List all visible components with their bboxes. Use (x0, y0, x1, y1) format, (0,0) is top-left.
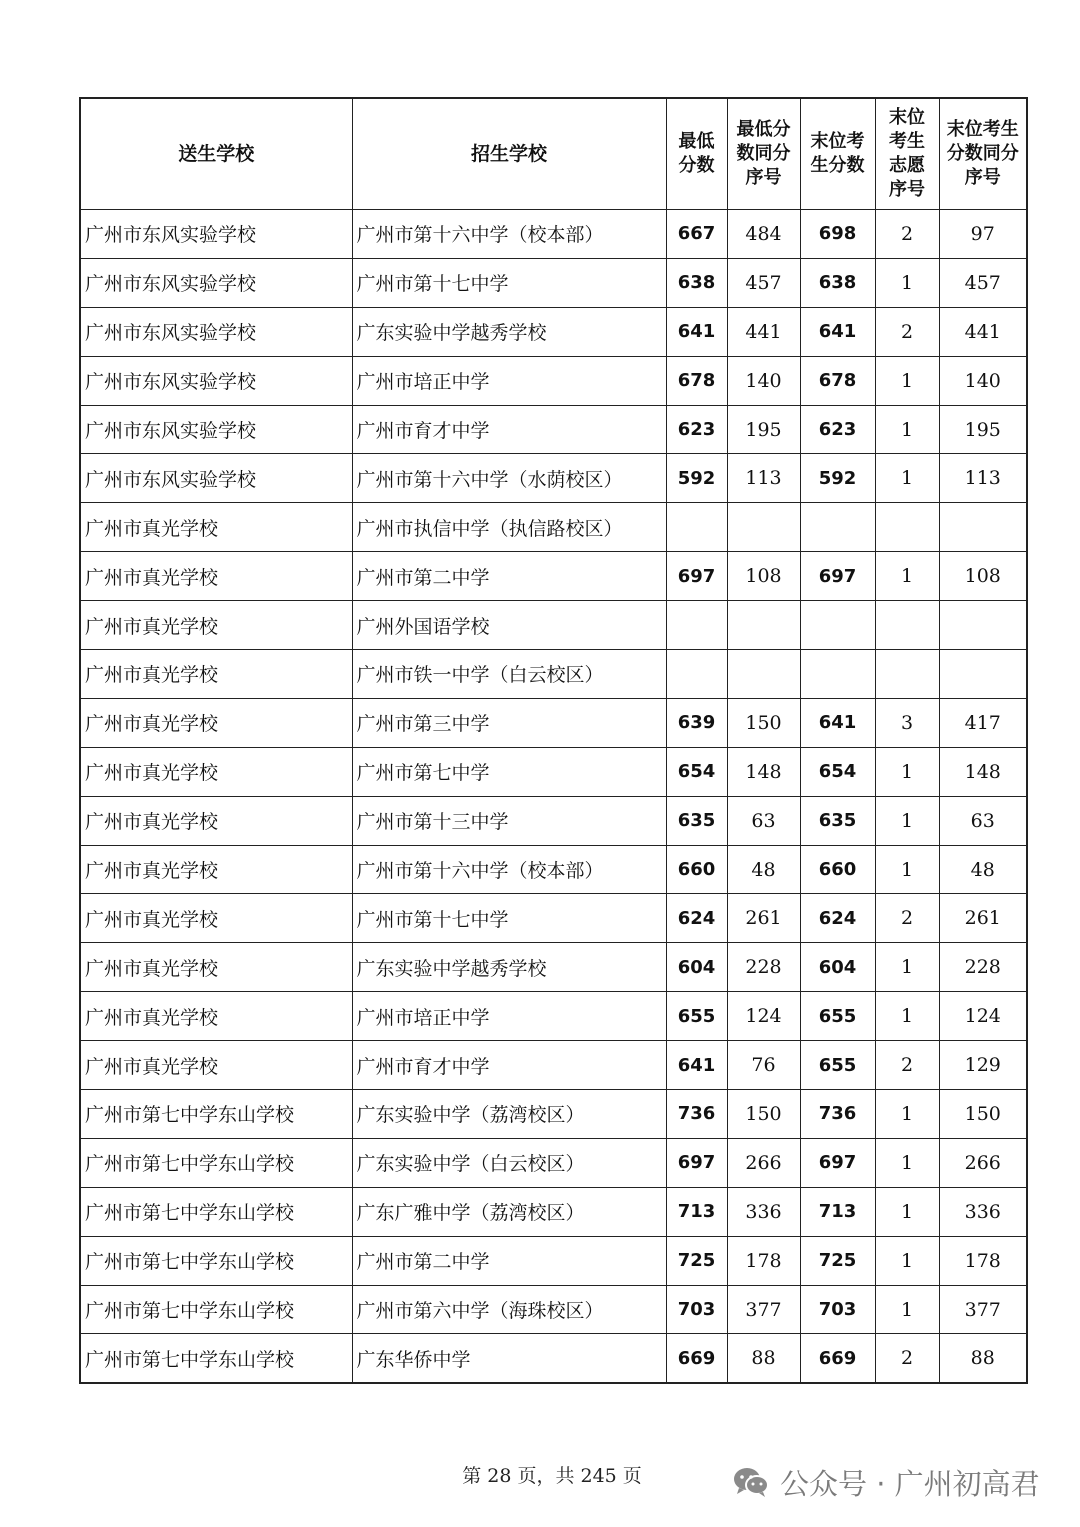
table-row (80, 796, 1027, 845)
cell-last-choice-order: 1 (875, 992, 939, 1041)
cell-sending-school: 广州市真光学校 (80, 503, 352, 552)
cell-last-score-rank: 48 (939, 845, 1027, 894)
cell-min-score: 725 (666, 1236, 727, 1285)
cell-sending-school: 广州市真光学校 (80, 943, 352, 992)
page-number: 第 28 页，共 245 页 (462, 1465, 642, 1487)
table-row (80, 1041, 1027, 1090)
table-row (80, 454, 1027, 503)
table-row (80, 992, 1027, 1041)
cell-last-score (800, 650, 875, 699)
cell-min-score-rank: 113 (727, 454, 800, 503)
table-row (80, 1090, 1027, 1139)
table-row (80, 1187, 1027, 1236)
cell-last-score-rank: 124 (939, 992, 1027, 1041)
cell-min-score: 667 (666, 210, 727, 259)
cell-last-choice-order: 2 (875, 1334, 939, 1383)
table-row (80, 845, 1027, 894)
cell-sending-school: 广州市东风实验学校 (80, 356, 352, 405)
cell-last-score-rank: 88 (939, 1334, 1027, 1383)
cell-sending-school: 广州市东风实验学校 (80, 258, 352, 307)
cell-last-score: 592 (800, 454, 875, 503)
cell-admitting-school: 广州市第三中学 (352, 698, 666, 747)
table-row (80, 552, 1027, 601)
cell-min-score: 655 (666, 992, 727, 1041)
cell-min-score-rank: 148 (727, 747, 800, 796)
cell-admitting-school: 广东华侨中学 (352, 1334, 666, 1383)
cell-sending-school: 广州市真光学校 (80, 845, 352, 894)
table-header-row (80, 98, 1027, 210)
header-line: 最低 (678, 131, 715, 152)
header-line: 分数同分 (946, 143, 1019, 164)
header-line: 序号 (889, 179, 925, 200)
cell-sending-school: 广州市东风实验学校 (80, 210, 352, 259)
cell-min-score-rank: 178 (727, 1236, 800, 1285)
cell-last-score: 697 (800, 552, 875, 601)
header-last-choice-order (875, 98, 939, 210)
watermark (732, 1456, 1040, 1508)
cell-sending-school: 广州市东风实验学校 (80, 454, 352, 503)
cell-min-score-rank: 150 (727, 698, 800, 747)
cell-min-score (666, 601, 727, 650)
header-min-score-rank (727, 98, 800, 210)
cell-min-score-rank: 266 (727, 1138, 800, 1187)
cell-admitting-school: 广州市培正中学 (352, 992, 666, 1041)
cell-sending-school: 广州市第七中学东山学校 (80, 1236, 352, 1285)
header-line: 数同分 (736, 143, 791, 164)
table-row (80, 258, 1027, 307)
cell-last-choice-order: 2 (875, 894, 939, 943)
cell-last-choice-order (875, 503, 939, 552)
cell-min-score-rank: 140 (727, 356, 800, 405)
cell-sending-school: 广州市真光学校 (80, 894, 352, 943)
cell-last-score-rank (939, 503, 1027, 552)
cell-min-score: 641 (666, 1041, 727, 1090)
cell-min-score: 638 (666, 258, 727, 307)
cell-last-choice-order: 1 (875, 258, 939, 307)
cell-sending-school: 广州市真光学校 (80, 698, 352, 747)
cell-last-score (800, 601, 875, 650)
table-row (80, 503, 1027, 552)
table-row (80, 1236, 1027, 1285)
cell-admitting-school: 广东实验中学（荔湾校区） (352, 1090, 666, 1139)
cell-sending-school: 广州市第七中学东山学校 (80, 1090, 352, 1139)
cell-last-choice-order: 1 (875, 356, 939, 405)
cell-last-score-rank: 63 (939, 796, 1027, 845)
header-admitting-school: 招生学校 (352, 98, 666, 210)
cell-last-score: 604 (800, 943, 875, 992)
cell-sending-school: 广州市真光学校 (80, 796, 352, 845)
cell-admitting-school: 广州市第十七中学 (352, 258, 666, 307)
cell-min-score: 604 (666, 943, 727, 992)
wechat-icon (732, 1465, 770, 1499)
cell-sending-school: 广州市第七中学东山学校 (80, 1334, 352, 1383)
cell-sending-school: 广州市第七中学东山学校 (80, 1285, 352, 1334)
cell-last-score-rank: 457 (939, 258, 1027, 307)
header-line: 末位 (889, 107, 925, 128)
cell-last-score: 635 (800, 796, 875, 845)
header-sending-school: 送生学校 (80, 98, 352, 210)
cell-last-choice-order: 1 (875, 1285, 939, 1334)
cell-sending-school: 广州市第七中学东山学校 (80, 1187, 352, 1236)
cell-last-score-rank (939, 650, 1027, 699)
cell-last-score-rank (939, 601, 1027, 650)
cell-last-choice-order: 1 (875, 552, 939, 601)
header-line: 考生 (889, 131, 925, 152)
cell-sending-school: 广州市真光学校 (80, 650, 352, 699)
header-line: 分数 (678, 155, 715, 176)
table-row (80, 601, 1027, 650)
admission-score-table (79, 97, 1028, 1384)
cell-last-score: 736 (800, 1090, 875, 1139)
cell-admitting-school: 广东广雅中学（荔湾校区） (352, 1187, 666, 1236)
table-body (80, 210, 1027, 1384)
header-line: 末位考生 (946, 119, 1019, 140)
header-line: 最低分 (736, 119, 791, 140)
cell-last-score: 638 (800, 258, 875, 307)
cell-last-choice-order (875, 650, 939, 699)
cell-admitting-school: 广东实验中学越秀学校 (352, 307, 666, 356)
cell-last-score: 654 (800, 747, 875, 796)
cell-last-score: 655 (800, 992, 875, 1041)
cell-last-score-rank: 228 (939, 943, 1027, 992)
cell-last-score: 641 (800, 307, 875, 356)
header-line: 生分数 (810, 155, 865, 176)
cell-min-score-rank: 441 (727, 307, 800, 356)
cell-admitting-school: 广州市第二中学 (352, 552, 666, 601)
cell-min-score-rank: 108 (727, 552, 800, 601)
header-line: 序号 (745, 167, 782, 188)
cell-min-score: 669 (666, 1334, 727, 1383)
cell-last-score: 660 (800, 845, 875, 894)
cell-sending-school: 广州市真光学校 (80, 552, 352, 601)
cell-min-score: 635 (666, 796, 727, 845)
cell-admitting-school: 广州市育才中学 (352, 1041, 666, 1090)
cell-min-score: 660 (666, 845, 727, 894)
cell-admitting-school: 广州市第十七中学 (352, 894, 666, 943)
cell-admitting-school: 广州市第六中学（海珠校区） (352, 1285, 666, 1334)
cell-min-score-rank (727, 601, 800, 650)
cell-min-score-rank: 88 (727, 1334, 800, 1383)
cell-last-score-rank: 417 (939, 698, 1027, 747)
cell-last-choice-order: 3 (875, 698, 939, 747)
cell-admitting-school: 广州市第十六中学（水荫校区） (352, 454, 666, 503)
cell-min-score: 639 (666, 698, 727, 747)
cell-last-choice-order: 2 (875, 307, 939, 356)
cell-min-score: 624 (666, 894, 727, 943)
cell-last-score: 725 (800, 1236, 875, 1285)
cell-sending-school: 广州市真光学校 (80, 992, 352, 1041)
cell-min-score-rank: 63 (727, 796, 800, 845)
cell-sending-school: 广州市真光学校 (80, 1041, 352, 1090)
table-row (80, 1334, 1027, 1383)
cell-min-score: 697 (666, 1138, 727, 1187)
cell-last-choice-order: 1 (875, 1090, 939, 1139)
cell-last-choice-order: 1 (875, 454, 939, 503)
cell-last-score: 703 (800, 1285, 875, 1334)
cell-last-choice-order: 1 (875, 747, 939, 796)
cell-last-score-rank: 377 (939, 1285, 1027, 1334)
header-line: 志愿 (889, 155, 925, 176)
cell-last-score-rank: 336 (939, 1187, 1027, 1236)
cell-min-score: 623 (666, 405, 727, 454)
cell-admitting-school: 广州市第十三中学 (352, 796, 666, 845)
cell-min-score: 592 (666, 454, 727, 503)
cell-last-score: 678 (800, 356, 875, 405)
cell-last-score-rank: 108 (939, 552, 1027, 601)
cell-sending-school: 广州市真光学校 (80, 601, 352, 650)
cell-last-choice-order: 1 (875, 943, 939, 992)
cell-min-score-rank: 261 (727, 894, 800, 943)
cell-last-score: 669 (800, 1334, 875, 1383)
cell-last-score-rank: 113 (939, 454, 1027, 503)
table-row (80, 650, 1027, 699)
cell-min-score-rank: 377 (727, 1285, 800, 1334)
cell-min-score-rank: 124 (727, 992, 800, 1041)
cell-min-score: 736 (666, 1090, 727, 1139)
cell-sending-school: 广州市东风实验学校 (80, 405, 352, 454)
cell-sending-school: 广州市东风实验学校 (80, 307, 352, 356)
cell-last-score: 623 (800, 405, 875, 454)
cell-min-score: 703 (666, 1285, 727, 1334)
cell-last-score: 698 (800, 210, 875, 259)
table-row (80, 894, 1027, 943)
cell-last-score: 713 (800, 1187, 875, 1236)
watermark-text: 公众号 · 广州初高君 (780, 1466, 1040, 1501)
cell-last-choice-order: 1 (875, 796, 939, 845)
cell-min-score: 654 (666, 747, 727, 796)
cell-admitting-school: 广州市培正中学 (352, 356, 666, 405)
cell-last-score-rank: 148 (939, 747, 1027, 796)
cell-admitting-school: 广州市铁一中学（白云校区） (352, 650, 666, 699)
cell-min-score-rank: 195 (727, 405, 800, 454)
header-line: 序号 (964, 167, 1001, 188)
table-row (80, 307, 1027, 356)
cell-last-score: 655 (800, 1041, 875, 1090)
table-row (80, 356, 1027, 405)
cell-last-score (800, 503, 875, 552)
cell-last-score-rank: 266 (939, 1138, 1027, 1187)
cell-min-score-rank: 48 (727, 845, 800, 894)
cell-admitting-school: 广州外国语学校 (352, 601, 666, 650)
cell-last-choice-order: 1 (875, 845, 939, 894)
cell-last-choice-order: 1 (875, 1187, 939, 1236)
table-row (80, 1285, 1027, 1334)
cell-last-choice-order: 1 (875, 405, 939, 454)
cell-admitting-school: 广州市执信中学（执信路校区） (352, 503, 666, 552)
cell-admitting-school: 广州市第二中学 (352, 1236, 666, 1285)
cell-last-choice-order: 2 (875, 210, 939, 259)
cell-last-score-rank: 97 (939, 210, 1027, 259)
cell-min-score-rank: 228 (727, 943, 800, 992)
table-row (80, 405, 1027, 454)
cell-admitting-school: 广州市育才中学 (352, 405, 666, 454)
cell-admitting-school: 广州市第十六中学（校本部） (352, 845, 666, 894)
cell-last-score-rank: 195 (939, 405, 1027, 454)
header-last-score-rank (939, 98, 1027, 210)
cell-min-score-rank: 484 (727, 210, 800, 259)
table-row (80, 747, 1027, 796)
cell-admitting-school: 广东实验中学越秀学校 (352, 943, 666, 992)
cell-admitting-school: 广州市第十六中学（校本部） (352, 210, 666, 259)
cell-min-score-rank: 336 (727, 1187, 800, 1236)
cell-min-score (666, 650, 727, 699)
cell-last-choice-order: 2 (875, 1041, 939, 1090)
cell-last-score-rank: 178 (939, 1236, 1027, 1285)
cell-min-score-rank (727, 650, 800, 699)
cell-min-score-rank: 150 (727, 1090, 800, 1139)
cell-last-score: 624 (800, 894, 875, 943)
cell-admitting-school: 广州市第七中学 (352, 747, 666, 796)
cell-min-score (666, 503, 727, 552)
cell-last-choice-order: 1 (875, 1236, 939, 1285)
cell-last-score-rank: 441 (939, 307, 1027, 356)
cell-min-score-rank (727, 503, 800, 552)
cell-last-score: 641 (800, 698, 875, 747)
cell-last-choice-order: 1 (875, 1138, 939, 1187)
cell-min-score: 641 (666, 307, 727, 356)
cell-min-score: 713 (666, 1187, 727, 1236)
cell-last-score-rank: 140 (939, 356, 1027, 405)
cell-last-score: 697 (800, 1138, 875, 1187)
cell-min-score-rank: 457 (727, 258, 800, 307)
cell-last-score-rank: 129 (939, 1041, 1027, 1090)
table-row (80, 1138, 1027, 1187)
cell-last-score-rank: 261 (939, 894, 1027, 943)
table-row (80, 210, 1027, 259)
table-row (80, 943, 1027, 992)
cell-sending-school: 广州市第七中学东山学校 (80, 1138, 352, 1187)
cell-admitting-school: 广东实验中学（白云校区） (352, 1138, 666, 1187)
header-line: 末位考 (810, 131, 865, 152)
header-min-score (666, 98, 727, 210)
cell-min-score: 697 (666, 552, 727, 601)
table-row (80, 698, 1027, 747)
cell-sending-school: 广州市真光学校 (80, 747, 352, 796)
cell-last-choice-order (875, 601, 939, 650)
cell-min-score: 678 (666, 356, 727, 405)
cell-min-score-rank: 76 (727, 1041, 800, 1090)
cell-last-score-rank: 150 (939, 1090, 1027, 1139)
header-last-score (800, 98, 875, 210)
